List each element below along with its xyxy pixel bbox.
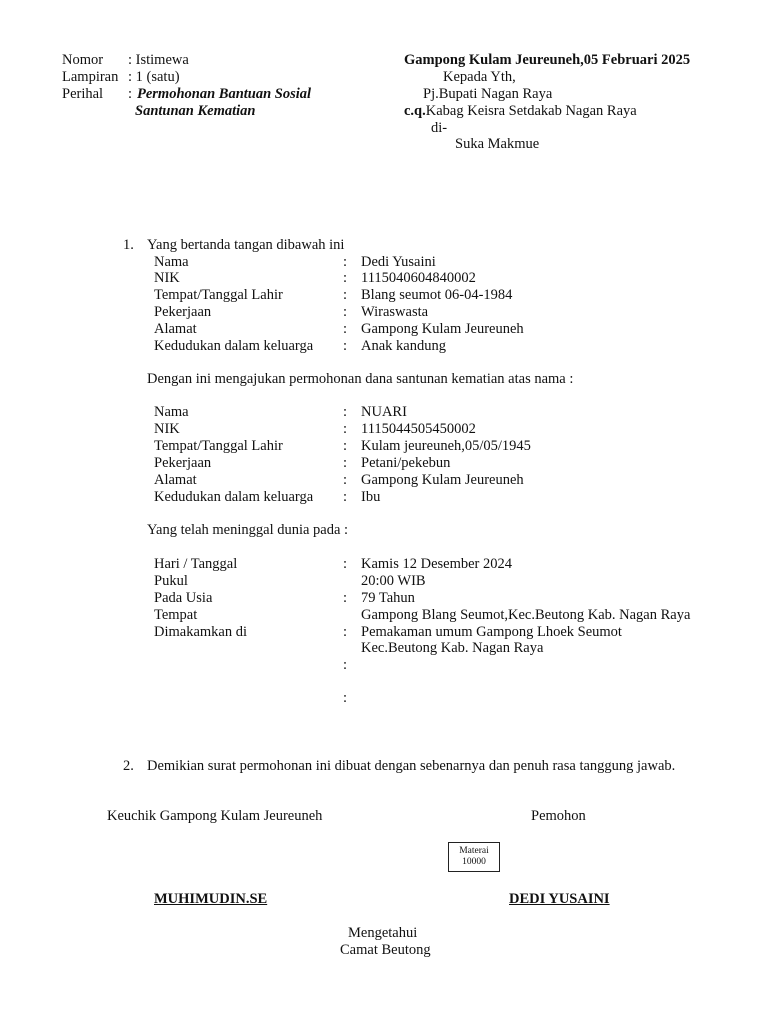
section2-number: 2.: [123, 758, 134, 774]
recipient: Pj.Bupati Nagan Raya: [423, 86, 553, 102]
stamp-line2: 10000: [462, 857, 486, 867]
di-label: di-: [431, 120, 448, 136]
death-label: Tempat: [154, 607, 198, 623]
nomor-label: Nomor: [62, 52, 104, 68]
pemohon-name: DEDI YUSAINI: [509, 891, 610, 907]
death-colon: :: [343, 590, 348, 606]
deceased-value: Ibu: [361, 489, 381, 505]
cq-label: c.q.: [404, 103, 426, 119]
applicant-label: Kedudukan dalam keluarga: [154, 338, 314, 354]
death-intro: Yang telah meninggal dunia pada :: [147, 522, 349, 538]
deceased-colon: :: [343, 472, 348, 488]
applicant-colon: :: [343, 321, 348, 337]
applicant-value: 1115040604840002: [361, 270, 476, 286]
deceased-label: Alamat: [154, 472, 197, 488]
nomor-value: : Istimewa: [128, 52, 189, 68]
deceased-value: 1115044505450002: [361, 421, 476, 437]
mengetahui: Mengetahui: [348, 925, 418, 941]
place-date: Gampong Kulam Jeureuneh,05 Februari 2025: [404, 52, 691, 68]
applicant-colon: :: [343, 287, 348, 303]
keuchik-name: MUHIMUDIN.SE: [154, 891, 268, 907]
deceased-label: Pekerjaan: [154, 455, 212, 471]
cq-value: Kabag Keisra Setdakab Nagan Raya: [425, 103, 637, 119]
request-text: Dengan ini mengajukan permohonan dana santunan kematian atas nama :: [147, 371, 574, 387]
deceased-colon: :: [343, 421, 348, 437]
deceased-value: Petani/pekebun: [361, 455, 451, 471]
death-label: Pada Usia: [154, 590, 213, 606]
deceased-label: NIK: [154, 421, 180, 437]
deceased-colon: :: [343, 438, 348, 454]
applicant-value: Blang seumot 06-04-1984: [361, 287, 513, 303]
applicant-colon: :: [343, 254, 348, 270]
city: Suka Makmue: [455, 136, 540, 152]
materai-stamp-box: [448, 842, 500, 872]
deceased-value: Gampong Kulam Jeureuneh: [361, 472, 524, 488]
applicant-colon: :: [343, 270, 348, 286]
death-value: Kec.Beutong Kab. Nagan Raya: [361, 640, 544, 656]
deceased-label: Tempat/Tanggal Lahir: [154, 438, 283, 454]
death-colon: :: [343, 657, 348, 673]
applicant-value: Dedi Yusaini: [361, 254, 436, 270]
deceased-label: Kedudukan dalam keluarga: [154, 489, 314, 505]
perihal-line2: Santunan Kematian: [135, 103, 256, 119]
cq-line: [404, 103, 637, 120]
death-colon: :: [343, 624, 348, 640]
death-label: Hari / Tanggal: [154, 556, 238, 572]
deceased-value: NUARI: [361, 404, 407, 420]
applicant-label: NIK: [154, 270, 180, 286]
deceased-colon: :: [343, 489, 348, 505]
death-value: Kamis 12 Desember 2024: [361, 556, 513, 572]
stamp-line1: Materai: [459, 846, 489, 856]
section1-intro: Yang bertanda tangan dibawah ini: [147, 237, 345, 253]
death-colon: :: [343, 556, 348, 572]
applicant-value: Anak kandung: [361, 338, 446, 354]
camat-title: Camat Beutong: [340, 942, 431, 958]
section2-text: Demikian surat permohonan ini dibuat dengan sebenarnya dan penuh rasa tanggung jawab.: [147, 758, 676, 774]
applicant-label: Nama: [154, 254, 189, 270]
lampiran-value: : 1 (satu): [128, 69, 180, 85]
applicant-value: Gampong Kulam Jeureuneh: [361, 321, 524, 337]
deceased-colon: :: [343, 455, 348, 471]
section1-number: 1.: [123, 237, 134, 253]
applicant-label: Pekerjaan: [154, 304, 212, 320]
applicant-label: Tempat/Tanggal Lahir: [154, 287, 283, 303]
lampiran-label: Lampiran: [62, 69, 119, 85]
perihal-colon: :: [128, 86, 133, 102]
deceased-colon: :: [343, 404, 348, 420]
death-value: Gampong Blang Seumot,Kec.Beutong Kab. Nagan Raya: [361, 607, 691, 623]
perihal-line1: Permohonan Bantuan Sosial: [137, 86, 312, 102]
death-colon: :: [343, 690, 348, 706]
applicant-colon: :: [343, 338, 348, 354]
death-value: 20:00 WIB: [361, 573, 426, 589]
deceased-value: Kulam jeureuneh,05/05/1945: [361, 438, 531, 454]
applicant-colon: :: [343, 304, 348, 320]
death-label: Dimakamkan di: [154, 624, 248, 640]
applicant-label: Alamat: [154, 321, 197, 337]
perihal-label: Perihal: [62, 86, 104, 102]
keuchik-title: Keuchik Gampong Kulam Jeureuneh: [107, 808, 323, 824]
pemohon-title: Pemohon: [531, 808, 586, 824]
deceased-label: Nama: [154, 404, 189, 420]
death-value: 79 Tahun: [361, 590, 415, 606]
kepada-yth: Kepada Yth,: [443, 69, 516, 85]
applicant-value: Wiraswasta: [361, 304, 429, 320]
death-label: Pukul: [154, 573, 188, 589]
death-value: Pemakaman umum Gampong Lhoek Seumot: [361, 624, 622, 640]
